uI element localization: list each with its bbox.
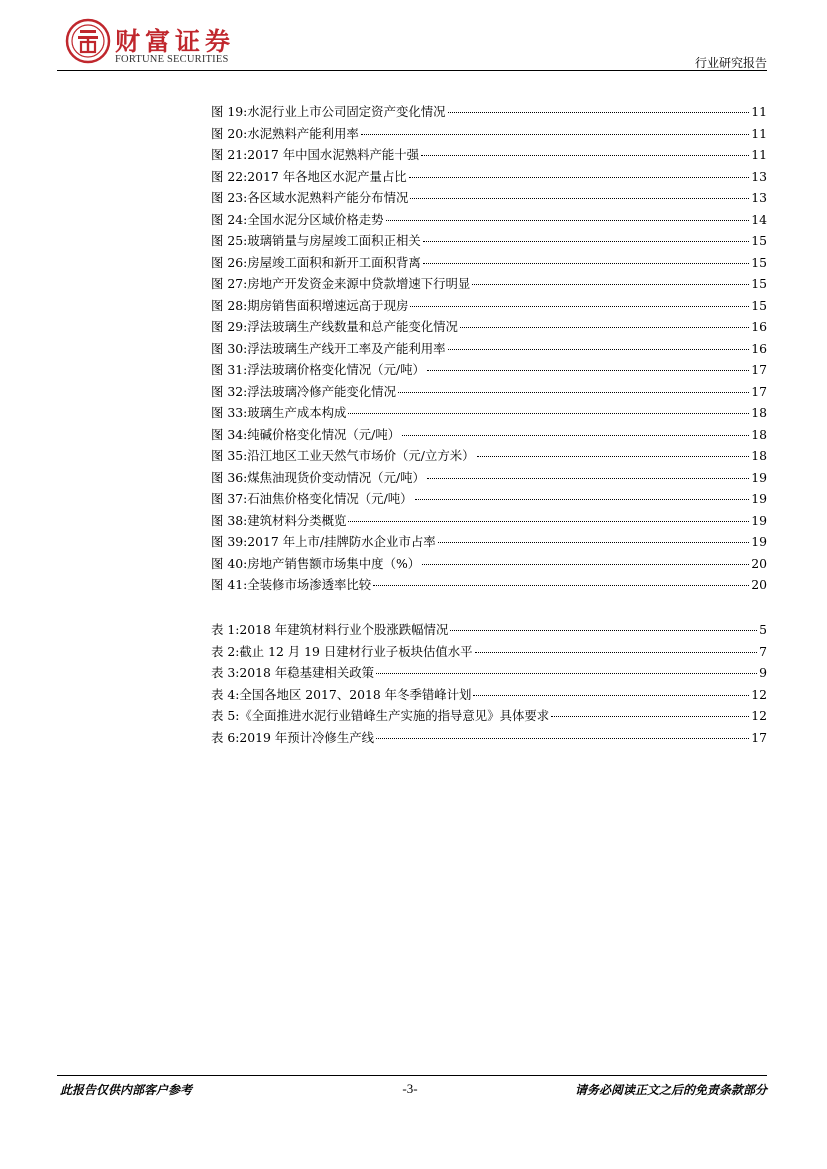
toc-entry[interactable]	[211, 727, 767, 749]
dot-leader	[473, 694, 749, 696]
entry-title: 房屋竣工面积和新开工面积背离	[247, 254, 421, 270]
entry-title: 《全面推进水泥行业错峰生产实施的指导意见》具体要求	[239, 708, 550, 723]
entry-title: 截止 12 月 19 日建材行业子板块估值水平	[239, 643, 473, 659]
toc-entry[interactable]	[211, 553, 767, 575]
dot-leader	[415, 498, 750, 500]
dot-leader	[376, 737, 749, 739]
entry-label: 图 36:	[211, 469, 248, 485]
dot-leader	[423, 262, 749, 264]
entry-title: 房地产开发资金来源中贷款增速下行明显	[247, 276, 471, 291]
entry-label: 图 23:	[211, 190, 248, 205]
entry-page: 17	[751, 383, 767, 399]
entry-page: 11	[751, 147, 767, 162]
entry-title: 全装修市场渗透率比较	[247, 577, 372, 592]
entry-label: 表 4:	[211, 686, 240, 702]
logo-chinese-name: 财富证券	[115, 27, 236, 56]
entry-title: 玻璃生产成本构成	[247, 405, 347, 420]
entry-page: 15	[751, 233, 767, 248]
dot-leader	[410, 305, 749, 307]
entry-page: 13	[751, 190, 767, 205]
toc-entry[interactable]	[211, 209, 767, 231]
entry-label: 图 32:	[211, 383, 248, 399]
entry-label: 图 25:	[211, 233, 248, 248]
entry-label: 图 19:	[211, 104, 248, 119]
entry-label: 图 24:	[211, 211, 248, 227]
entry-label: 图 30:	[211, 340, 248, 356]
entry-title: 2019 年预计冷修生产线	[239, 729, 374, 745]
dot-leader	[427, 369, 749, 371]
toc-entry[interactable]	[211, 641, 767, 663]
entry-title: 浮法玻璃生产线数量和总产能变化情况	[247, 319, 458, 334]
entry-page: 14	[751, 211, 767, 227]
entry-title: 2017 年各地区水泥产量占比	[247, 168, 407, 184]
page-number: -3-	[402, 1081, 418, 1096]
entry-page: 15	[751, 254, 767, 270]
page-header	[0, 0, 827, 80]
entry-label: 图 22:	[211, 168, 248, 184]
toc-entry[interactable]	[211, 402, 767, 424]
toc-entry[interactable]	[211, 662, 767, 684]
entry-title: 沿江地区工业天然气市场价（元/立方米）	[247, 448, 475, 463]
toc-entry[interactable]	[211, 359, 767, 381]
entry-title: 石油焦价格变化情况（元/吨）	[247, 491, 413, 506]
dot-leader	[551, 715, 749, 717]
dot-leader	[373, 584, 749, 586]
toc-entry[interactable]	[211, 445, 767, 467]
entry-title: 房地产销售额市场集中度（%）	[247, 555, 421, 571]
toc-entry[interactable]	[211, 488, 767, 510]
toc-entry[interactable]	[211, 574, 767, 596]
entry-page: 19	[751, 512, 767, 528]
entry-title: 浮法玻璃价格变化情况（元/吨）	[247, 362, 425, 377]
entry-title: 2017 年上市/挂牌防水企业市占率	[247, 534, 436, 549]
toc-entry[interactable]	[211, 144, 767, 166]
entry-page: 11	[751, 104, 767, 119]
toc-entry[interactable]	[211, 684, 767, 706]
entry-label: 图 35:	[211, 448, 248, 463]
table-list	[211, 619, 767, 748]
dot-leader	[427, 477, 749, 479]
toc-entry[interactable]	[211, 338, 767, 360]
entry-label: 图 37:	[211, 491, 248, 506]
entry-label: 图 26:	[211, 254, 248, 270]
entry-label: 图 41:	[211, 577, 248, 592]
logo-english-name: FORTUNE SECURITIES	[115, 54, 229, 65]
entry-page: 12	[751, 686, 767, 702]
entry-title: 各区域水泥熟料产能分布情况	[247, 190, 409, 205]
dot-leader	[398, 391, 749, 393]
entry-label: 图 27:	[211, 276, 248, 291]
entry-page: 20	[751, 555, 767, 571]
entry-page: 19	[751, 491, 767, 506]
entry-label: 表 6:	[211, 729, 240, 745]
dot-leader	[410, 197, 749, 199]
entry-page: 5	[759, 622, 767, 637]
dot-leader	[472, 283, 749, 285]
dot-leader	[386, 219, 750, 221]
entry-page: 16	[751, 319, 767, 334]
entry-label: 图 20:	[211, 125, 248, 141]
entry-title: 2017 年中国水泥熟料产能十强	[247, 147, 420, 162]
entry-page: 15	[751, 297, 767, 313]
entry-title: 煤焦油现货价变动情况（元/吨）	[247, 469, 425, 485]
entry-label: 图 40:	[211, 555, 248, 571]
entry-page: 18	[751, 405, 767, 420]
entry-label: 图 21:	[211, 147, 248, 162]
entry-title: 浮法玻璃生产线开工率及产能利用率	[247, 340, 446, 356]
fortune-emblem-icon	[65, 18, 111, 64]
toc-entry[interactable]	[211, 101, 767, 123]
dot-leader	[361, 133, 749, 135]
entry-page: 19	[751, 534, 767, 549]
entry-label: 表 1:	[211, 622, 240, 637]
toc-entry[interactable]	[211, 510, 767, 532]
dot-leader	[348, 412, 749, 414]
entry-label: 表 3:	[211, 665, 240, 680]
entry-page: 18	[751, 448, 767, 463]
toc-entry[interactable]	[211, 123, 767, 145]
footer-disclaimer-left: 此报告仅供内部客户参考	[60, 1083, 193, 1097]
dot-leader	[475, 651, 758, 653]
dot-leader	[409, 176, 750, 178]
entry-title: 纯碱价格变化情况（元/吨）	[247, 426, 401, 442]
toc-entry[interactable]	[211, 424, 767, 446]
toc-entry[interactable]	[211, 252, 767, 274]
toc-entry[interactable]	[211, 187, 767, 209]
entry-title: 2018 年稳基建相关政策	[239, 665, 374, 680]
entry-page: 17	[751, 729, 767, 745]
entry-label: 图 29:	[211, 319, 248, 334]
toc-entry[interactable]	[211, 531, 767, 553]
entry-title: 浮法玻璃冷修产能变化情况	[247, 383, 396, 399]
entry-page: 7	[759, 643, 767, 659]
entry-title: 建筑材料分类概览	[247, 512, 347, 528]
entry-title: 玻璃销量与房屋竣工面积正相关	[247, 233, 421, 248]
entry-page: 12	[751, 708, 767, 723]
toc-entry[interactable]	[211, 273, 767, 295]
entry-page: 11	[751, 125, 767, 141]
toc-entry[interactable]	[211, 295, 767, 317]
figure-list	[211, 101, 767, 596]
dot-leader	[450, 629, 757, 631]
entry-page: 13	[751, 168, 767, 184]
toc-entry[interactable]	[211, 705, 767, 727]
company-logo	[65, 18, 255, 70]
toc-entry[interactable]	[211, 381, 767, 403]
entry-page: 19	[751, 469, 767, 485]
entry-page: 15	[751, 276, 767, 291]
toc-entry[interactable]	[211, 467, 767, 489]
entry-label: 图 33:	[211, 405, 248, 420]
entry-title: 水泥行业上市公司固定资产变化情况	[247, 104, 446, 119]
toc-entry[interactable]	[211, 166, 767, 188]
entry-title: 全国各地区 2017、2018 年冬季错峰计划	[239, 686, 472, 702]
entry-page: 18	[751, 426, 767, 442]
entry-page: 16	[751, 340, 767, 356]
toc-entry[interactable]	[211, 316, 767, 338]
entry-label: 表 2:	[211, 643, 240, 659]
entry-page: 9	[759, 665, 767, 680]
toc-entry[interactable]	[211, 230, 767, 252]
footer-disclaimer-right: 请务必阅读正文之后的免责条款部分	[574, 1083, 767, 1097]
dot-leader	[421, 154, 749, 156]
header-divider	[57, 70, 767, 71]
entry-label: 图 38:	[211, 512, 248, 528]
entry-label: 图 39:	[211, 534, 248, 549]
dot-leader	[376, 672, 757, 674]
dot-leader	[477, 455, 750, 457]
dot-leader	[448, 111, 750, 113]
toc-entry[interactable]	[211, 619, 767, 641]
report-type-label: 行业研究报告	[694, 56, 767, 70]
entry-title: 期房销售面积增速远高于现房	[247, 297, 409, 313]
entry-label: 图 31:	[211, 362, 248, 377]
entry-page: 17	[751, 362, 767, 377]
dot-leader	[438, 541, 750, 543]
dot-leader	[423, 240, 749, 242]
dot-leader	[460, 326, 749, 328]
entry-page: 20	[751, 577, 767, 592]
footer-divider	[57, 1075, 767, 1076]
entry-label: 表 5:	[211, 708, 240, 723]
dot-leader	[402, 434, 749, 436]
page-footer	[0, 1081, 827, 1105]
entry-label: 图 34:	[211, 426, 248, 442]
dot-leader	[448, 348, 750, 350]
entry-title: 水泥熟料产能利用率	[247, 125, 359, 141]
entry-title: 全国水泥分区域价格走势	[247, 211, 384, 227]
entry-title: 2018 年建筑材料行业个股涨跌幅情况	[239, 622, 449, 637]
entry-label: 图 28:	[211, 297, 248, 313]
dot-leader	[422, 563, 749, 565]
dot-leader	[348, 520, 749, 522]
